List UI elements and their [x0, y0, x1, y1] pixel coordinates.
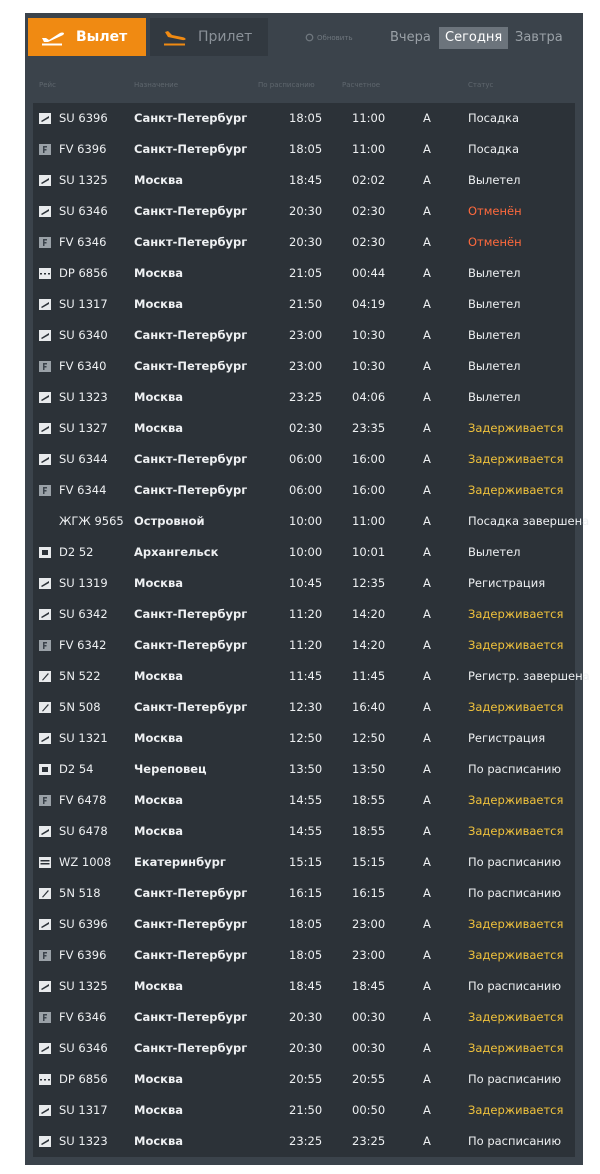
flight-status: Посадка завершена	[468, 514, 590, 528]
flight-number: SU 6346	[59, 1041, 108, 1055]
flight-status: Задерживается	[468, 421, 564, 435]
column-headers	[25, 75, 583, 99]
flight-status: Вылетел	[468, 297, 521, 311]
flight-status: Задерживается	[468, 452, 564, 466]
flight-number: FV 6344	[59, 483, 107, 497]
flight-status: Задерживается	[468, 793, 564, 807]
flight-list	[33, 103, 590, 1157]
col-actual: Расчетное	[342, 81, 381, 89]
actual-time: 23:35	[352, 421, 386, 435]
destination-city: Санкт-Петербург	[134, 1041, 248, 1055]
terminal: A	[423, 142, 431, 156]
flight-board	[25, 13, 590, 1165]
scheduled-time: 15:15	[289, 855, 323, 869]
scheduled-time: 21:05	[289, 266, 323, 280]
airline-logo-icon	[39, 733, 51, 744]
flight-status: Задерживается	[468, 1103, 564, 1117]
flight-status: По расписанию	[468, 1072, 562, 1086]
actual-time: 15:15	[352, 855, 386, 869]
airline-logo-icon	[39, 1136, 51, 1147]
table-row[interactable]	[33, 816, 575, 847]
flight-number: SU 1327	[59, 421, 108, 435]
table-row[interactable]	[33, 630, 575, 661]
terminal: A	[423, 514, 431, 528]
table-row[interactable]	[33, 537, 575, 568]
board-toolbar	[25, 13, 583, 63]
terminal: A	[423, 855, 431, 869]
flight-status: Вылетел	[468, 266, 521, 280]
flight-number: SU 1317	[59, 1103, 108, 1117]
scheduled-time: 20:30	[289, 1010, 323, 1024]
airline-logo-icon	[39, 764, 51, 775]
destination-city: Москва	[134, 173, 184, 187]
flight-status: По расписанию	[468, 1134, 562, 1148]
flight-status: Вылетел	[468, 173, 521, 187]
terminal: A	[423, 576, 431, 590]
flight-number: ЖГЖ 9565	[59, 514, 124, 528]
flight-number: FV 6340	[59, 359, 107, 373]
scheduled-time: 12:50	[289, 731, 323, 745]
actual-time: 20:55	[352, 1072, 386, 1086]
terminal: A	[423, 1010, 431, 1024]
col-scheduled: По расписанию	[258, 81, 315, 89]
scheduled-time: 11:20	[289, 638, 323, 652]
refresh-label: Обновить	[317, 33, 353, 42]
actual-time: 00:50	[352, 1103, 386, 1117]
scheduled-time: 11:20	[289, 607, 323, 621]
airline-logo-icon	[39, 1105, 51, 1116]
airline-logo-icon	[39, 299, 51, 310]
scheduled-time: 16:15	[289, 886, 323, 900]
airline-logo-icon	[39, 640, 51, 651]
destination-city: Санкт-Петербург	[134, 638, 248, 652]
destination-city: Москва	[134, 390, 184, 404]
plane-takeoff-icon	[40, 28, 66, 46]
destination-city: Екатеринбург	[134, 855, 226, 869]
airline-logo-icon	[39, 454, 51, 465]
table-row[interactable]	[33, 227, 575, 258]
airline-logo-icon	[39, 330, 51, 341]
destination-city: Санкт-Петербург	[134, 917, 248, 931]
airline-logo-icon	[39, 392, 51, 403]
scheduled-time: 23:00	[289, 328, 323, 342]
destination-city: Череповец	[134, 762, 207, 776]
table-row[interactable]	[33, 258, 575, 289]
actual-time: 18:45	[352, 979, 386, 993]
flight-number: SU 6344	[59, 452, 108, 466]
actual-time: 11:00	[352, 142, 386, 156]
scheduled-time: 14:55	[289, 824, 323, 838]
flight-number: SU 1319	[59, 576, 108, 590]
table-row[interactable]	[33, 847, 575, 878]
terminal: A	[423, 173, 431, 187]
actual-time: 11:45	[352, 669, 386, 683]
flight-number: 5N 518	[59, 886, 101, 900]
flight-number: FV 6478	[59, 793, 107, 807]
table-row[interactable]	[33, 568, 575, 599]
destination-city: Москва	[134, 1134, 184, 1148]
airline-logo-icon	[39, 950, 51, 961]
actual-time: 16:00	[352, 483, 386, 497]
scheduled-time: 18:05	[289, 142, 323, 156]
table-row[interactable]	[33, 289, 575, 320]
destination-city: Москва	[134, 297, 184, 311]
actual-time: 16:40	[352, 700, 386, 714]
table-row[interactable]	[33, 103, 575, 134]
destination-city: Санкт-Петербург	[134, 235, 248, 249]
refresh-icon	[305, 33, 314, 42]
airline-logo-icon	[39, 175, 51, 186]
destination-city: Москва	[134, 979, 184, 993]
flight-number: SU 6340	[59, 328, 108, 342]
flight-status: Задерживается	[468, 824, 564, 838]
flight-status: Посадка	[468, 111, 519, 125]
table-row[interactable]	[33, 1095, 575, 1126]
airline-logo-icon	[39, 981, 51, 992]
table-row[interactable]	[33, 1002, 575, 1033]
table-row[interactable]	[33, 413, 575, 444]
terminal: A	[423, 731, 431, 745]
destination-city: Санкт-Петербург	[134, 948, 248, 962]
actual-time: 12:35	[352, 576, 386, 590]
scheduled-time: 14:55	[289, 793, 323, 807]
table-row[interactable]	[33, 134, 575, 165]
scheduled-time: 10:45	[289, 576, 323, 590]
scheduled-time: 06:00	[289, 452, 323, 466]
destination-city: Москва	[134, 824, 184, 838]
flight-status: Отменён	[468, 204, 522, 218]
flight-status: Задерживается	[468, 638, 564, 652]
actual-time: 23:25	[352, 1134, 386, 1148]
terminal: A	[423, 669, 431, 683]
flight-number: FV 6342	[59, 638, 107, 652]
actual-time: 02:02	[352, 173, 386, 187]
flight-status: Вылетел	[468, 328, 521, 342]
flight-number: 5N 508	[59, 700, 101, 714]
flight-number: SU 1323	[59, 1134, 108, 1148]
flight-status: По расписанию	[468, 979, 562, 993]
scheduled-time: 18:45	[289, 979, 323, 993]
terminal: A	[423, 452, 431, 466]
terminal: A	[423, 235, 431, 249]
terminal: A	[423, 948, 431, 962]
actual-time: 16:00	[352, 452, 386, 466]
terminal: A	[423, 483, 431, 497]
destination-city: Санкт-Петербург	[134, 359, 248, 373]
day-today[interactable]: Сегодня	[439, 27, 508, 49]
airline-logo-icon	[39, 144, 51, 155]
scheduled-time: 20:30	[289, 235, 323, 249]
flight-status: Вылетел	[468, 545, 521, 559]
destination-city: Санкт-Петербург	[134, 452, 248, 466]
scheduled-time: 20:30	[289, 1041, 323, 1055]
actual-time: 00:30	[352, 1041, 386, 1055]
table-row[interactable]	[33, 878, 575, 909]
actual-time: 14:20	[352, 607, 386, 621]
airline-logo-icon	[39, 578, 51, 589]
flight-number: SU 6346	[59, 204, 108, 218]
terminal: A	[423, 421, 431, 435]
flight-status: Отменён	[468, 235, 522, 249]
flight-number: WZ 1008	[59, 855, 112, 869]
flight-status: Вылетел	[468, 390, 521, 404]
destination-city: Санкт-Петербург	[134, 607, 248, 621]
destination-city: Москва	[134, 421, 184, 435]
scheduled-time: 23:00	[289, 359, 323, 373]
destination-city: Москва	[134, 793, 184, 807]
table-row[interactable]	[33, 444, 575, 475]
table-row[interactable]	[33, 1126, 575, 1157]
scheduled-time: 10:00	[289, 514, 323, 528]
table-row[interactable]	[33, 196, 575, 227]
actual-time: 18:55	[352, 824, 386, 838]
flight-status: Задерживается	[468, 917, 564, 931]
flight-number: SU 1323	[59, 390, 108, 404]
flight-number: D2 52	[59, 545, 94, 559]
flight-number: SU 6342	[59, 607, 108, 621]
actual-time: 23:00	[352, 917, 386, 931]
actual-time: 02:30	[352, 204, 386, 218]
destination-city: Москва	[134, 1103, 184, 1117]
airline-logo-icon	[39, 1043, 51, 1054]
airline-logo-icon	[39, 361, 51, 372]
terminal: A	[423, 824, 431, 838]
destination-city: Островной	[134, 514, 205, 528]
destination-city: Санкт-Петербург	[134, 204, 248, 218]
tab-arrivals-label: Прилет	[198, 29, 253, 45]
flight-status: Задерживается	[468, 1041, 564, 1055]
destination-city: Москва	[134, 669, 184, 683]
table-row[interactable]	[33, 754, 575, 785]
terminal: A	[423, 1041, 431, 1055]
actual-time: 18:55	[352, 793, 386, 807]
flight-status: По расписанию	[468, 886, 562, 900]
flight-number: SU 6396	[59, 111, 108, 125]
airline-logo-icon	[39, 547, 51, 558]
terminal: A	[423, 545, 431, 559]
col-city: Назначение	[134, 81, 179, 89]
destination-city: Санкт-Петербург	[134, 1010, 248, 1024]
table-row[interactable]	[33, 723, 575, 754]
table-row[interactable]	[33, 1064, 575, 1095]
flight-number: SU 1325	[59, 173, 108, 187]
flight-status: Регистрация	[468, 731, 546, 745]
flight-number: SU 1317	[59, 297, 108, 311]
table-row[interactable]	[33, 1033, 575, 1064]
actual-time: 11:00	[352, 111, 386, 125]
flight-status: Вылетел	[468, 359, 521, 373]
airline-logo-icon	[39, 919, 51, 930]
destination-city: Санкт-Петербург	[134, 700, 248, 714]
destination-city: Санкт-Петербург	[134, 483, 248, 497]
plane-landing-icon	[162, 28, 188, 46]
destination-city: Москва	[134, 731, 184, 745]
terminal: A	[423, 1134, 431, 1148]
terminal: A	[423, 359, 431, 373]
terminal: A	[423, 328, 431, 342]
destination-city: Санкт-Петербург	[134, 142, 248, 156]
airline-logo-icon	[39, 1074, 51, 1085]
actual-time: 12:50	[352, 731, 386, 745]
actual-time: 04:19	[352, 297, 386, 311]
table-row[interactable]	[33, 475, 575, 506]
flight-status: Посадка	[468, 142, 519, 156]
terminal: A	[423, 700, 431, 714]
scheduled-time: 18:45	[289, 173, 323, 187]
airline-logo-icon	[39, 671, 51, 682]
airline-logo-icon	[39, 826, 51, 837]
scheduled-time: 21:50	[289, 1103, 323, 1117]
table-row[interactable]	[33, 165, 575, 196]
flight-status: Задерживается	[468, 1010, 564, 1024]
airline-logo-icon	[39, 795, 51, 806]
table-row[interactable]	[33, 320, 575, 351]
destination-city: Москва	[134, 576, 184, 590]
scheduled-time: 18:05	[289, 917, 323, 931]
scheduled-time: 06:00	[289, 483, 323, 497]
day-yesterday[interactable]: Вчера	[390, 30, 431, 45]
table-row[interactable]	[33, 599, 575, 630]
terminal: A	[423, 886, 431, 900]
scheduled-time: 20:30	[289, 204, 323, 218]
table-row[interactable]	[33, 351, 575, 382]
terminal: A	[423, 390, 431, 404]
flight-status: По расписанию	[468, 762, 562, 776]
terminal: A	[423, 917, 431, 931]
terminal: A	[423, 297, 431, 311]
terminal: A	[423, 266, 431, 280]
airline-logo-icon	[39, 609, 51, 620]
table-row[interactable]	[33, 940, 575, 971]
tab-departures[interactable]	[28, 18, 146, 56]
table-row[interactable]	[33, 382, 575, 413]
actual-time: 02:30	[352, 235, 386, 249]
airline-logo-icon	[39, 1012, 51, 1023]
airline-logo-icon	[39, 888, 51, 899]
table-row[interactable]	[33, 909, 575, 940]
airline-logo-icon	[39, 268, 51, 279]
terminal: A	[423, 762, 431, 776]
scheduled-time: 02:30	[289, 421, 323, 435]
flight-status: По расписанию	[468, 855, 562, 869]
airline-logo-icon	[39, 485, 51, 496]
scheduled-time: 20:55	[289, 1072, 323, 1086]
flight-status: Задерживается	[468, 948, 564, 962]
flight-number: SU 6478	[59, 824, 108, 838]
scheduled-time: 18:05	[289, 111, 323, 125]
airline-logo-icon	[39, 702, 51, 713]
flight-status: Регистр. завершена	[468, 669, 590, 683]
scheduled-time: 18:05	[289, 948, 323, 962]
destination-city: Санкт-Петербург	[134, 886, 248, 900]
table-row[interactable]	[33, 971, 575, 1002]
airline-logo-icon	[39, 206, 51, 217]
flight-number: FV 6396	[59, 142, 107, 156]
scheduled-time: 23:25	[289, 1134, 323, 1148]
col-status: Статус	[468, 81, 494, 89]
terminal: A	[423, 979, 431, 993]
refresh-button[interactable]	[305, 33, 353, 42]
airline-logo-icon	[39, 237, 51, 248]
airline-logo-icon	[39, 113, 51, 124]
scheduled-time: 10:00	[289, 545, 323, 559]
destination-city: Москва	[134, 266, 184, 280]
scheduled-time: 13:50	[289, 762, 323, 776]
scheduled-time: 21:50	[289, 297, 323, 311]
flight-number: DP 6856	[59, 266, 108, 280]
flight-number: SU 1321	[59, 731, 108, 745]
flight-number: FV 6346	[59, 1010, 107, 1024]
flight-number: FV 6396	[59, 948, 107, 962]
terminal: A	[423, 1103, 431, 1117]
actual-time: 13:50	[352, 762, 386, 776]
terminal: A	[423, 111, 431, 125]
actual-time: 00:30	[352, 1010, 386, 1024]
table-row[interactable]	[33, 661, 590, 692]
actual-time: 16:15	[352, 886, 386, 900]
terminal: A	[423, 1072, 431, 1086]
actual-time: 10:01	[352, 545, 386, 559]
day-tomorrow[interactable]: Завтра	[515, 30, 563, 45]
tab-arrivals[interactable]	[150, 18, 268, 56]
scheduled-time: 11:45	[289, 669, 323, 683]
table-row[interactable]	[33, 692, 575, 723]
flight-number: FV 6346	[59, 235, 107, 249]
actual-time: 14:20	[352, 638, 386, 652]
actual-time: 11:00	[352, 514, 386, 528]
flight-number: SU 6396	[59, 917, 108, 931]
scheduled-time: 12:30	[289, 700, 323, 714]
terminal: A	[423, 607, 431, 621]
flight-number: DP 6856	[59, 1072, 108, 1086]
flight-number: D2 54	[59, 762, 94, 776]
flight-status: Задерживается	[468, 607, 564, 621]
flight-number: 5N 522	[59, 669, 101, 683]
flight-number: SU 1325	[59, 979, 108, 993]
table-row[interactable]	[33, 506, 590, 537]
destination-city: Санкт-Петербург	[134, 111, 248, 125]
destination-city: Санкт-Петербург	[134, 328, 248, 342]
flight-status: Задерживается	[468, 700, 564, 714]
destination-city: Архангельск	[134, 545, 219, 559]
actual-time: 04:06	[352, 390, 386, 404]
terminal: A	[423, 204, 431, 218]
table-row[interactable]	[33, 785, 575, 816]
tab-departures-label: Вылет	[76, 29, 128, 45]
terminal: A	[423, 638, 431, 652]
actual-time: 00:44	[352, 266, 386, 280]
flight-status: Регистрация	[468, 576, 546, 590]
col-flight: Рейс	[39, 81, 56, 89]
actual-time: 10:30	[352, 328, 386, 342]
actual-time: 23:00	[352, 948, 386, 962]
destination-city: Москва	[134, 1072, 184, 1086]
terminal: A	[423, 793, 431, 807]
airline-logo-icon	[39, 857, 51, 868]
actual-time: 10:30	[352, 359, 386, 373]
airline-logo-icon	[39, 423, 51, 434]
flight-status: Задерживается	[468, 483, 564, 497]
scheduled-time: 23:25	[289, 390, 323, 404]
